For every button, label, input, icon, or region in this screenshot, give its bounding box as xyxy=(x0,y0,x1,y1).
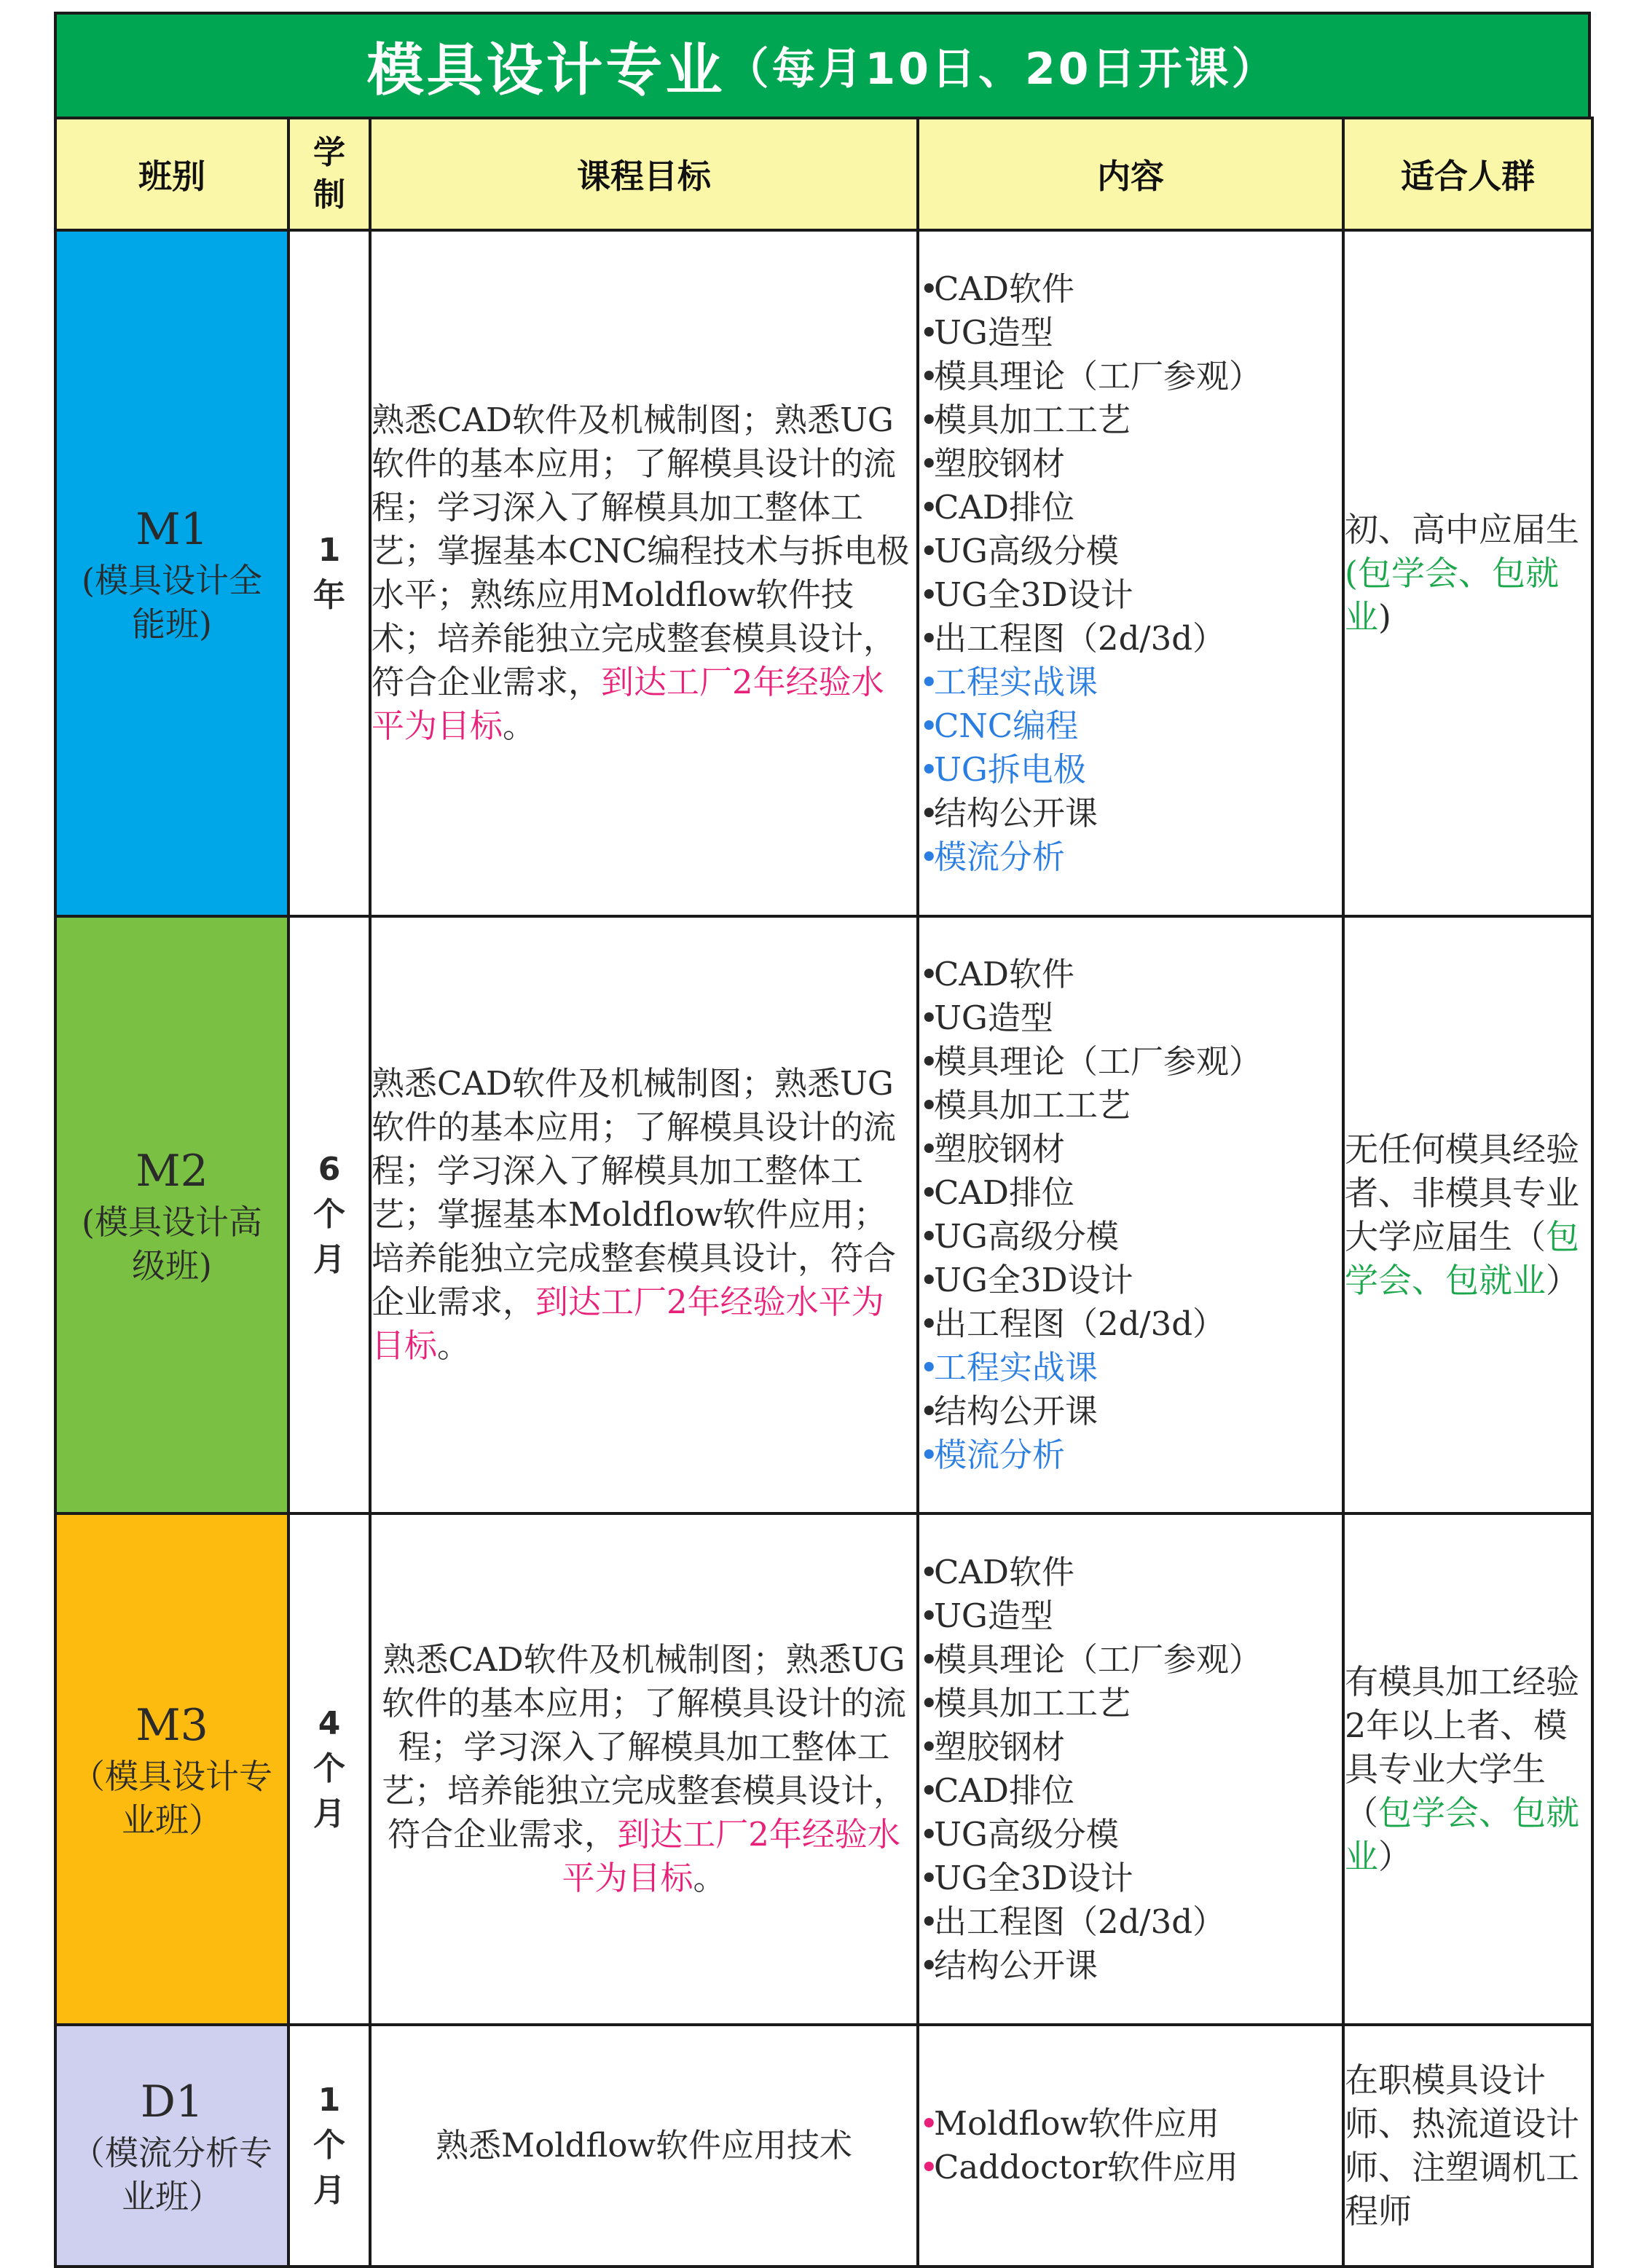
bullet-icon: • xyxy=(919,357,939,395)
class-code: M3 xyxy=(135,1700,208,1751)
goal-text: 熟悉CAD软件及机械制图；熟悉UG软件的基本应用；了解模具设计的流程；学习深入了解模具加工整体工艺；培养能独立完成整套模具设计，符合企业需求， xyxy=(381,1640,906,1854)
goal-cell xyxy=(370,2025,918,2267)
audience-text: 有模具加工经验2年以上者、模具专业大学生（ xyxy=(1345,1662,1579,1832)
list-item-text: 模具理论（工厂参观） xyxy=(934,357,1262,395)
list-item xyxy=(919,1551,1342,1594)
list-item xyxy=(919,442,1342,486)
header-duration-char-1: 学 xyxy=(313,134,345,171)
list-item xyxy=(919,1346,1342,1390)
bullet-icon: • xyxy=(919,269,939,308)
table-row xyxy=(55,230,1592,916)
bullet-icon: • xyxy=(919,575,939,614)
goal-highlight: 到达工厂2年经验水平为目标 xyxy=(372,1283,884,1365)
list-item-text: UG全3D设计 xyxy=(934,575,1133,614)
bullet-icon: • xyxy=(919,1815,939,1854)
bullet-icon: • xyxy=(919,1261,939,1299)
list-item-text: 工程实战课 xyxy=(934,1348,1098,1387)
bullet-icon: • xyxy=(919,1217,939,1256)
bullet-icon: • xyxy=(919,1640,939,1679)
header-class: 班别 xyxy=(55,118,288,230)
list-item xyxy=(919,1040,1342,1084)
audience-highlight: 包学会、包就业 xyxy=(1345,1793,1579,1876)
list-item-text: 模具加工工艺 xyxy=(934,1684,1131,1722)
class-name: （模流分析专业班） xyxy=(71,2133,272,2216)
duration-cell xyxy=(288,1513,370,2025)
bullet-icon: • xyxy=(919,401,939,439)
bullet-icon: • xyxy=(919,313,939,352)
audience-end: ） xyxy=(1378,1837,1412,1876)
bullet-icon: • xyxy=(919,2148,939,2186)
bullet-icon: • xyxy=(919,663,939,701)
bullet-icon: • xyxy=(919,619,939,658)
list-item-text: 模具理论（工厂参观） xyxy=(934,1042,1262,1081)
bullet-icon: • xyxy=(919,444,939,483)
list-item xyxy=(919,1433,1342,1477)
bullet-icon: • xyxy=(919,1173,939,1212)
list-item-text: 出工程图（2d/3d） xyxy=(934,1304,1226,1343)
list-item xyxy=(919,398,1342,442)
list-item xyxy=(919,1725,1342,1769)
list-item-text: UG造型 xyxy=(934,1596,1053,1635)
list-item xyxy=(919,355,1342,398)
class-code: M1 xyxy=(135,504,208,555)
list-item-text: 模具加工工艺 xyxy=(934,1086,1131,1125)
list-item xyxy=(919,267,1342,311)
list-item-text: 结构公开课 xyxy=(934,794,1098,832)
bullet-icon: • xyxy=(919,999,939,1037)
title-main: 模具设计专业 xyxy=(366,38,726,103)
list-item xyxy=(919,1856,1342,1900)
list-item xyxy=(919,1171,1342,1215)
bullet-icon: • xyxy=(919,1946,939,1985)
list-item xyxy=(919,1215,1342,1259)
duration-char: 个 xyxy=(313,1750,345,1787)
list-item xyxy=(919,704,1342,748)
list-item xyxy=(919,835,1342,879)
list-item-text: 模流分析 xyxy=(934,838,1066,876)
class-name: (模具设计全能班) xyxy=(82,561,262,644)
header-audience: 适合人群 xyxy=(1343,118,1592,230)
header-row xyxy=(55,118,1592,230)
class-name: （模具设计专业班） xyxy=(71,1757,272,1840)
list-item xyxy=(919,661,1342,704)
list-item xyxy=(919,529,1342,573)
list-item-text: 塑胶钢材 xyxy=(934,444,1066,483)
bullet-icon: • xyxy=(919,955,939,993)
bullet-icon: • xyxy=(919,1728,939,1766)
list-item-text: CAD排位 xyxy=(934,1173,1075,1212)
list-item xyxy=(919,1682,1342,1725)
content-cell xyxy=(918,916,1343,1513)
duration-char: 月 xyxy=(313,1795,345,1832)
list-item-text: UG高级分模 xyxy=(934,1217,1119,1256)
audience-text: 初、高中应届生 xyxy=(1345,510,1579,549)
goal-text: 熟悉CAD软件及机械制图；熟悉UG软件的基本应用；了解模具设计的流程；学习深入了解模具加工整体工艺；掌握基本CNC编程技术与拆电极水平；熟练应用Moldflow软件技术；培养能独立完成整套模具设计，符合企业需求， xyxy=(372,401,910,701)
bullet-icon: • xyxy=(919,1392,939,1430)
list-item-text: CAD软件 xyxy=(934,269,1075,308)
title-bar xyxy=(54,12,1591,119)
list-item xyxy=(919,1813,1342,1856)
table-row xyxy=(55,1513,1592,2025)
list-item xyxy=(919,573,1342,617)
bullet-icon: • xyxy=(919,1771,939,1810)
duration-char: 1 xyxy=(318,2082,341,2119)
list-item xyxy=(919,953,1342,996)
bullet-icon: • xyxy=(919,794,939,832)
list-item xyxy=(919,1259,1342,1302)
list-item xyxy=(919,996,1342,1040)
content-cell xyxy=(918,1513,1343,2025)
list-item xyxy=(919,1638,1342,1682)
list-item xyxy=(919,617,1342,661)
bullet-icon: • xyxy=(919,1086,939,1125)
list-item-text: 结构公开课 xyxy=(934,1392,1098,1430)
list-item-text: 塑胶钢材 xyxy=(934,1130,1066,1168)
class-cell xyxy=(55,1513,288,2025)
list-item xyxy=(919,1944,1342,1988)
duration-char: 6 xyxy=(318,1151,341,1188)
class-code: M2 xyxy=(135,1146,208,1197)
list-item-text: UG高级分模 xyxy=(934,1815,1119,1854)
duration-cell xyxy=(288,230,370,916)
bullet-icon: • xyxy=(919,1042,939,1081)
bullet-icon: • xyxy=(919,1130,939,1168)
goal-cell xyxy=(370,1513,918,2025)
bullet-icon: • xyxy=(919,1859,939,1897)
list-item-text: UG高级分模 xyxy=(934,532,1119,570)
duration-char: 1 xyxy=(318,532,341,569)
title-sub: （每月10日、20日开课） xyxy=(725,44,1278,95)
course-sheet xyxy=(54,12,1591,2234)
bullet-icon: • xyxy=(919,1436,939,1474)
audience-highlight: (包学会、包就业 xyxy=(1345,554,1559,637)
goal-end: 。 xyxy=(503,706,536,745)
list-item-text: UG造型 xyxy=(934,313,1053,352)
audience-cell xyxy=(1343,2025,1592,2267)
list-item-text: 塑胶钢材 xyxy=(934,1728,1066,1766)
bullet-icon: • xyxy=(919,1348,939,1387)
list-item-text: UG全3D设计 xyxy=(934,1261,1133,1299)
bullet-icon: • xyxy=(919,532,939,570)
goal-text: 熟悉Moldflow软件应用技术 xyxy=(436,2126,852,2165)
course-table xyxy=(54,117,1594,2268)
list-item xyxy=(919,748,1342,792)
audience-text: 在职模具设计师、热流道设计师、注塑调机工程师 xyxy=(1345,2060,1579,2231)
goal-cell xyxy=(370,230,918,916)
duration-char: 个 xyxy=(313,1196,345,1233)
list-item-text: Moldflow软件应用 xyxy=(934,2104,1219,2143)
list-item xyxy=(919,486,1342,529)
duration-char: 年 xyxy=(313,577,345,614)
list-item xyxy=(919,1084,1342,1127)
list-item xyxy=(919,792,1342,835)
list-item xyxy=(919,1390,1342,1433)
bullet-icon: • xyxy=(919,1596,939,1635)
list-item xyxy=(919,311,1342,355)
list-item-text: Caddoctor软件应用 xyxy=(934,2148,1238,2186)
list-item-text: CAD排位 xyxy=(934,1771,1075,1810)
bullet-icon: • xyxy=(919,1902,939,1941)
list-item-text: 模具理论（工厂参观） xyxy=(934,1640,1262,1679)
class-name: (模具设计高级班) xyxy=(82,1202,262,1285)
list-item-text: 结构公开课 xyxy=(934,1946,1098,1985)
header-duration-char-2: 制 xyxy=(313,176,345,213)
list-item-text: 工程实战课 xyxy=(934,663,1098,701)
bullet-icon: • xyxy=(919,1553,939,1591)
list-item-text: CAD软件 xyxy=(934,955,1075,993)
list-item-text: 出工程图（2d/3d） xyxy=(934,619,1226,658)
goal-highlight: 到达工厂2年经验水平为目标 xyxy=(562,1815,900,1897)
list-item-text: UG造型 xyxy=(934,999,1053,1037)
content-cell xyxy=(918,2025,1343,2267)
table-row xyxy=(55,916,1592,1513)
header-duration xyxy=(288,118,370,230)
bullet-icon: • xyxy=(919,488,939,527)
table-row xyxy=(55,2025,1592,2267)
list-item-text: CAD排位 xyxy=(934,488,1075,527)
audience-highlight: 包学会、包就业 xyxy=(1345,1217,1579,1300)
audience-cell xyxy=(1343,230,1592,916)
list-item-text: CAD软件 xyxy=(934,1553,1075,1591)
audience-cell xyxy=(1343,1513,1592,2025)
list-item-text: CNC编程 xyxy=(934,706,1079,745)
audience-end: ) xyxy=(1378,597,1391,637)
goal-end: 。 xyxy=(693,1859,726,1897)
duration-cell xyxy=(288,2025,370,2267)
bullet-icon: • xyxy=(919,750,939,789)
list-item xyxy=(919,1127,1342,1171)
duration-cell xyxy=(288,916,370,1513)
list-item-text: UG全3D设计 xyxy=(934,1859,1133,1897)
duration-char: 月 xyxy=(313,1241,345,1278)
list-item-text: 模具加工工艺 xyxy=(934,401,1131,439)
bullet-icon: • xyxy=(919,2104,939,2143)
list-item xyxy=(919,2146,1342,2189)
duration-char: 个 xyxy=(313,2127,345,2164)
list-item xyxy=(919,2102,1342,2146)
bullet-icon: • xyxy=(919,1304,939,1343)
header-goal: 课程目标 xyxy=(370,118,918,230)
list-item xyxy=(919,1769,1342,1813)
duration-char: 4 xyxy=(318,1705,341,1742)
class-cell xyxy=(55,916,288,1513)
list-item-text: 模流分析 xyxy=(934,1436,1066,1474)
list-item-text: UG拆电极 xyxy=(934,750,1086,789)
goal-text: 熟悉CAD软件及机械制图；熟悉UG软件的基本应用；了解模具设计的流程；学习深入了解模具加工整体工艺；掌握基本Moldflow软件应用；培养能独立完成整套模具设计，符合企业需求， xyxy=(372,1064,897,1321)
list-item-text: 出工程图（2d/3d） xyxy=(934,1902,1226,1941)
header-content: 内容 xyxy=(918,118,1343,230)
class-cell xyxy=(55,2025,288,2267)
audience-cell xyxy=(1343,916,1592,1513)
list-item xyxy=(919,1594,1342,1638)
duration-char: 月 xyxy=(313,2172,345,2209)
bullet-icon: • xyxy=(919,1684,939,1722)
class-code: D1 xyxy=(140,2076,204,2127)
list-item xyxy=(919,1900,1342,1944)
class-cell xyxy=(55,230,288,916)
content-cell xyxy=(918,230,1343,916)
list-item xyxy=(919,1302,1342,1346)
bullet-icon: • xyxy=(919,838,939,876)
audience-text: 无任何模具经验者、非模具专业大学应届生（ xyxy=(1345,1130,1579,1256)
bullet-icon: • xyxy=(919,706,939,745)
goal-cell xyxy=(370,916,918,1513)
audience-end: ） xyxy=(1546,1261,1579,1300)
goal-highlight: 到达工厂2年经验水平为目标 xyxy=(372,663,884,745)
goal-end: 。 xyxy=(437,1326,471,1365)
